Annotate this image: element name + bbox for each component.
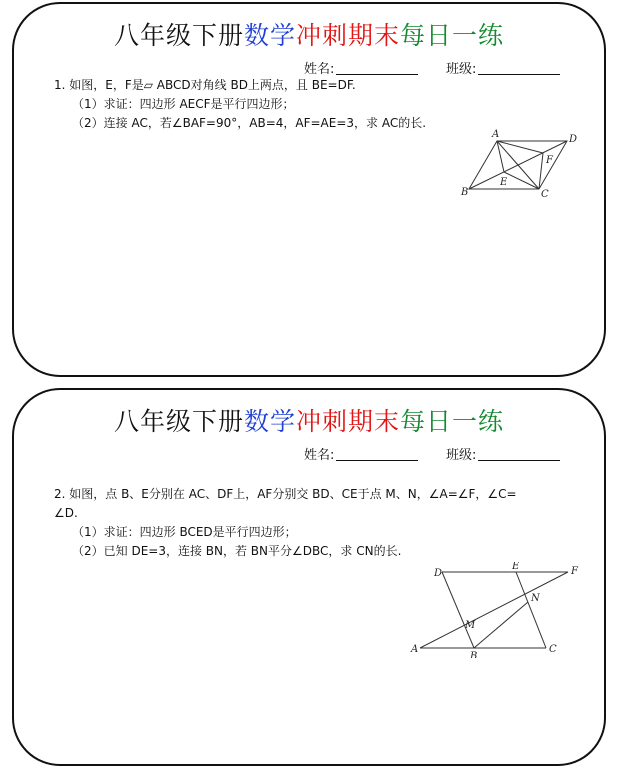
- label-b: B: [470, 651, 478, 658]
- title-subject: 数学: [243, 21, 296, 50]
- title-subject: 数学: [243, 407, 296, 436]
- worksheet-title: [14, 16, 604, 52]
- class-blank[interactable]: [478, 62, 560, 75]
- segment-af: [497, 141, 543, 153]
- label-a: A: [411, 644, 419, 655]
- label-a: A: [492, 129, 500, 140]
- problem-2-part-2: （2）已知 DE=3，连接 BN，若 BN平分∠DBC，求 CN的长.: [72, 544, 402, 558]
- label-n: N: [531, 593, 540, 604]
- label-m: M: [465, 620, 476, 631]
- segment-ec: [516, 572, 546, 648]
- problem-2-statement-line-2: ∠D.: [54, 506, 78, 520]
- label-f: F: [571, 566, 578, 577]
- name-blank[interactable]: [336, 448, 418, 461]
- segment-ec: [504, 172, 539, 189]
- worksheet-title: [14, 402, 604, 438]
- name-field[interactable]: [304, 444, 418, 463]
- name-label: 姓名:: [304, 62, 335, 77]
- name-field[interactable]: [304, 58, 418, 77]
- title-grade: 八年级下册: [113, 407, 244, 436]
- class-label: 班级:: [446, 448, 477, 463]
- title-sprint: 冲刺期末: [296, 407, 401, 436]
- label-c: C: [541, 189, 549, 200]
- title-daily: 每日一练: [400, 407, 505, 436]
- class-field[interactable]: [446, 444, 560, 463]
- problem-1: [54, 76, 584, 133]
- problem-2-statement-line-1: 2. 如图，点 B、E分别在 AC、DF上，AF分别交 BD、CE于点 M、N，∠A=∠F，∠C=: [54, 487, 517, 501]
- label-b: B: [461, 187, 469, 198]
- class-field[interactable]: [446, 58, 560, 77]
- label-d: D: [434, 568, 443, 579]
- class-blank[interactable]: [478, 448, 560, 461]
- problem-2-part-1: （1）求证：四边形 BCED是平行四边形；: [72, 525, 297, 539]
- name-label: 姓名:: [304, 448, 335, 463]
- label-e: E: [512, 562, 520, 572]
- parallelogram-figure-2: [410, 562, 580, 658]
- title-grade: 八年级下册: [113, 21, 244, 50]
- problem-1-part-2: （2）连接 AC，若∠BAF=90°，AB=4，AF=AE=3，求 AC的长.: [72, 116, 427, 130]
- problem-2: [54, 485, 584, 561]
- problem-1-part-1: （1）求证：四边形 AECF是平行四边形；: [72, 97, 295, 111]
- label-e: E: [500, 177, 508, 188]
- label-d: D: [569, 134, 578, 145]
- parallelogram-figure-1: [457, 127, 587, 201]
- name-blank[interactable]: [336, 62, 418, 75]
- label-c: C: [549, 644, 557, 655]
- worksheet-card-1: [12, 2, 606, 377]
- problem-1-statement: 1. 如图，E，F是▱ ABCD对角线 BD上两点，且 BE=DF.: [54, 78, 356, 92]
- worksheet-card-2: [12, 388, 606, 766]
- segment-db: [442, 572, 474, 648]
- label-f: F: [546, 155, 553, 166]
- title-daily: 每日一练: [400, 21, 505, 50]
- segment-af: [420, 572, 568, 648]
- segment-bn: [474, 602, 528, 648]
- class-label: 班级:: [446, 62, 477, 77]
- title-sprint: 冲刺期末: [296, 21, 401, 50]
